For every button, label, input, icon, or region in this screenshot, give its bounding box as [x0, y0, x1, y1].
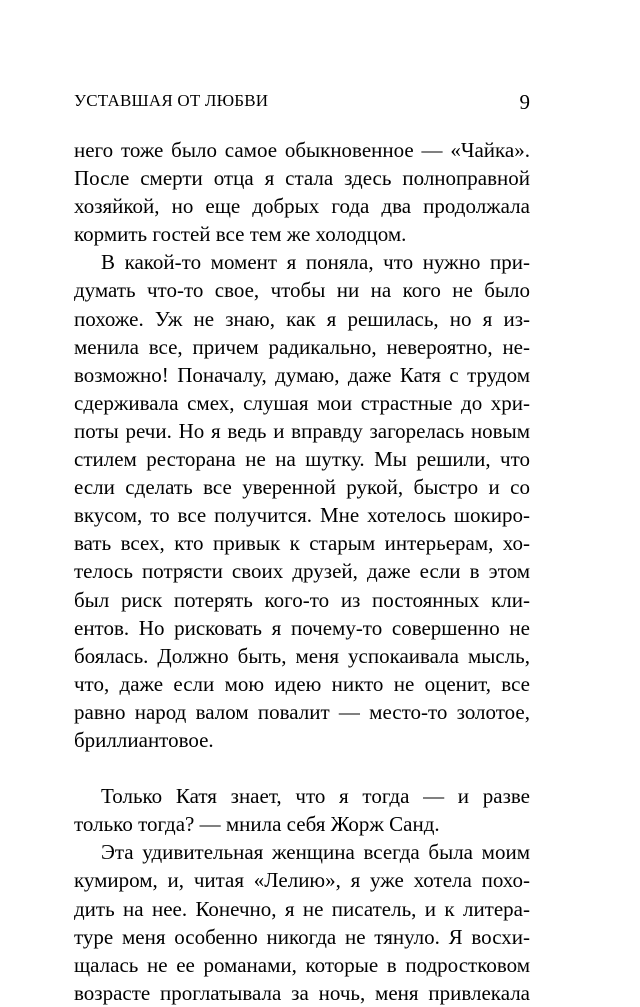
text-line: него тоже было самое обыкновенное — «Чайка». — [74, 138, 530, 162]
text-line: похоже. Уж не знаю, как я решилась, но я из- — [74, 306, 530, 331]
text-line: В какой-то момент я поняла, что нужно при- — [101, 250, 530, 275]
text-line: поты речи. Но я ведь и вправду загорелась новым — [74, 418, 530, 443]
paragraph-continued — [74, 136, 530, 248]
text-line: ентов. Но рисковать я почему-то совершенно не — [74, 615, 530, 640]
text-line: вкусом, то все получится. Мне хотелось шокиро- — [74, 503, 530, 528]
text-line: телось потрясти своих друзей, даже если в этом — [74, 559, 530, 584]
text-line: менила все, причем радикально, невероятно, не- — [74, 334, 530, 359]
text-line: сдерживала смех, слушая мои страстные до хри- — [74, 390, 530, 415]
text-line: боялась. Должно быть, меня успокаивала мысль, — [74, 643, 530, 668]
section-break — [74, 754, 530, 782]
text-line: бриллиантовое. — [74, 727, 214, 752]
text-line: туре меня особенно никогда не тянуло. Я восхи- — [74, 924, 530, 949]
text-line: думать что-то свое, чтобы ни на кого не было — [74, 278, 530, 303]
paragraph-restaurant-change — [74, 248, 530, 754]
text-line: щалась не ее романами, которые в подростковом — [74, 952, 530, 977]
text-line: Эта удивительная женщина всегда была моим — [101, 840, 530, 865]
text-line: хозяйкой, но еще добрых года два продолжала — [74, 194, 530, 219]
text-line: возможно! Поначалу, думаю, даже Катя с трудом — [74, 362, 530, 387]
text-line: что, даже если мою идею никто не оценит, все — [74, 671, 530, 696]
paragraph-idol — [74, 838, 530, 1007]
text-line: кормить гостей все тем же холодцом. — [74, 222, 407, 247]
text-line: вать всех, кто привык к старым интерьерам, хо- — [74, 531, 530, 556]
text-line: если сделать все уверенной рукой, быстро и со — [74, 475, 530, 500]
paragraph-george-sand — [74, 782, 530, 838]
text-line: дить на нее. Конечно, я не писатель, и к литера- — [74, 896, 530, 921]
text-line: После смерти отца я стала здесь полноправной — [74, 166, 530, 191]
running-title: УСТАВШАЯ ОТ ЛЮБВИ — [74, 91, 269, 110]
body-text — [74, 136, 530, 1007]
text-line: возрасте проглатывала за ночь, меня привлекала — [74, 980, 530, 1005]
page-number: 9 — [519, 90, 530, 114]
text-line: равно народ валом повалит — место-то золотое, — [74, 699, 530, 724]
text-line: Только Катя знает, что я тогда — и разве — [101, 784, 530, 809]
running-head — [74, 91, 530, 121]
text-line: был риск потерять кого-то из постоянных кли- — [74, 587, 530, 612]
text-line: стилем ресторана не на шутку. Мы решили, что — [74, 447, 530, 472]
text-line: только тогда? — мнила себя Жорж Санд. — [74, 812, 440, 837]
text-line: кумиром, и, читая «Лелию», я уже хотела похо- — [74, 868, 530, 893]
